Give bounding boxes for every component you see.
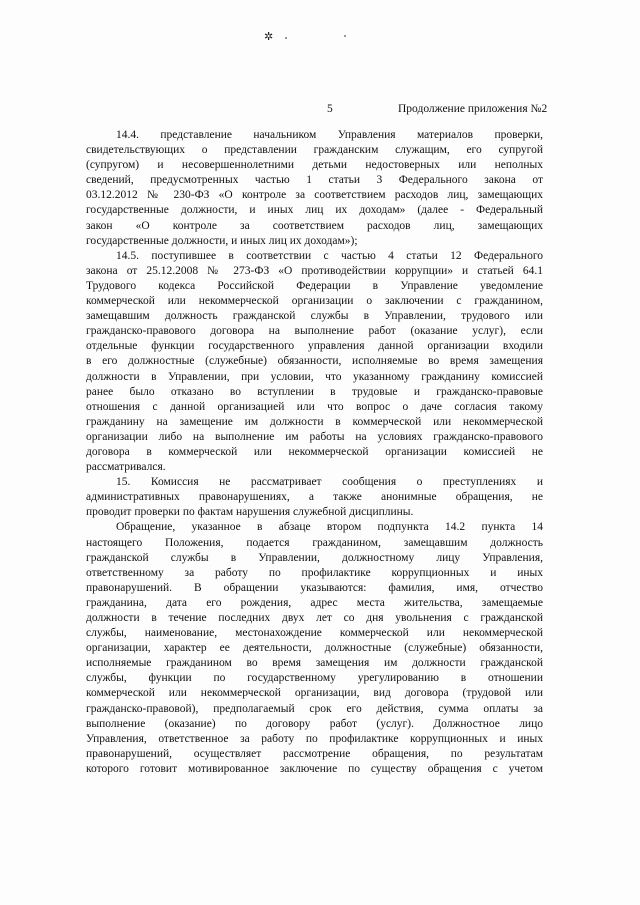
text-line: 14.5. поступившее в соответствии с частью 4 статьи 12 Федерального bbox=[116, 249, 543, 262]
text-line: правонарушений. В обращении указываются: фамилия, имя, отчество bbox=[86, 581, 543, 594]
text-line: государственные должности, и иных лиц их доходам»); bbox=[86, 234, 358, 247]
text-line: 15. Комиссия не рассматривает сообщения о преступлениях и bbox=[116, 476, 543, 489]
text-line: Управления, ответственное за работу по профилактике коррупционных и иных bbox=[86, 732, 543, 745]
text-line: настоящего Положения, подается гражданином, замещавшим должность bbox=[86, 536, 543, 549]
text-line: выполнение (оказание) по договору работ (услуг). Должностное лицо bbox=[86, 717, 543, 730]
text-line: гражданина, дата его рождения, адрес места жительства, замещаемые bbox=[86, 596, 543, 609]
text-line: коммерческой или некоммерческой организации о заключении с гражданином, bbox=[86, 295, 543, 308]
text-line: в его должностные (служебные) обязанности, исполняемые во время замещения bbox=[86, 355, 543, 368]
text-line: рассматривался. bbox=[86, 461, 166, 474]
text-line: службы, функции по государственному урегулированию в отношении bbox=[86, 672, 543, 685]
text-line: свидетельствующих о представлении гражданским служащим, его супругой bbox=[86, 144, 543, 157]
text-line: должности в течение последних двух лет со дня увольнения с гражданской bbox=[86, 612, 543, 624]
text-line: договора в коммерческой или некоммерческой организации комиссией не bbox=[86, 445, 543, 458]
text-line: Трудового кодекса Российской Федерации в Управление уведомление bbox=[86, 279, 543, 292]
text-line: отдельные функции государственного управления данной организации входили bbox=[86, 340, 543, 353]
text-line: ранее было отказано во вступлении в трудовые и гражданско-правовые bbox=[86, 385, 543, 398]
text-line: коммерческой или некоммерческой организации, вид договора (трудовой или bbox=[86, 687, 543, 700]
text-line: службы, наименование, местонахождение коммерческой или некоммерческой bbox=[86, 627, 543, 640]
text-line: гражданской службы в Управлении, должностному лицу Управления, bbox=[86, 551, 543, 564]
text-line: государственные должности, и иных лиц их доходам» (далее - Федеральный bbox=[86, 204, 543, 217]
scan-artifact-dot bbox=[344, 35, 346, 37]
appendix-continuation-label: Продолжение приложения №2 bbox=[398, 103, 548, 115]
document-body bbox=[86, 128, 543, 777]
text-line: замещавшим должность гражданской службы в Управлении, трудового или bbox=[86, 310, 543, 323]
text-line: проводит проверки по фактам нарушения служебной дисциплины. bbox=[86, 506, 414, 519]
page-header bbox=[0, 103, 640, 119]
text-line: гражданско-правовой), предполагаемый срок его действия, сумма оплаты за bbox=[86, 702, 543, 715]
text-line: (супругом) и несовершеннолетними детьми недостоверных или неполных bbox=[86, 159, 543, 172]
text-line: организации, характер ее деятельности, должностные (служебные) обязанности, bbox=[86, 642, 543, 655]
text-line: исполняемые гражданином во время замещения им должности гражданской bbox=[86, 657, 543, 670]
text-line: отношения с данной организацией или что вопрос о даче согласия такому bbox=[86, 400, 543, 413]
text-line: гражданину на замещение им должности в коммерческой или некоммерческой bbox=[86, 415, 543, 428]
text-line: организации либо на выполнение им работы на условиях гражданско-правового bbox=[86, 430, 543, 443]
text-line: 03.12.2012 № 230-ФЗ «О контроле за соответствием расходов лиц, замещающих bbox=[86, 189, 543, 202]
scan-artifact-mark: ✲ bbox=[264, 31, 275, 43]
text-line: сведений, предусмотренных частью 1 статьи 3 Федерального закона от bbox=[86, 174, 543, 187]
page-number: 5 bbox=[327, 103, 333, 115]
text-line: Обращение, указанное в абзаце втором подпункта 14.2 пункта 14 bbox=[116, 521, 543, 534]
text-line: закон «О контроле за соответствием расходов лиц, замещающих bbox=[86, 219, 543, 232]
text-line: должности в Управлении, при условии, что указанному гражданину комиссией bbox=[86, 370, 543, 383]
text-line: которого готовит мотивированное заключение по существу обращения с учетом bbox=[86, 762, 543, 775]
text-line: правонарушений, осуществляет рассмотрение обращения, по результатам bbox=[86, 747, 543, 760]
text-line: 14.4. представление начальником Управления материалов проверки, bbox=[116, 129, 543, 141]
text-line: гражданско-правового договора на выполнение работ (оказание услуг), если bbox=[86, 325, 543, 338]
text-line: административных правонарушениях, а также анонимные обращения, не bbox=[86, 491, 543, 504]
scan-artifact-dot bbox=[285, 37, 287, 39]
text-line: ответственному за работу по профилактике коррупционных и иных bbox=[86, 566, 543, 579]
text-line: закона от 25.12.2008 № 273-ФЗ «О противодействии коррупции» и статьей 64.1 bbox=[86, 264, 543, 277]
